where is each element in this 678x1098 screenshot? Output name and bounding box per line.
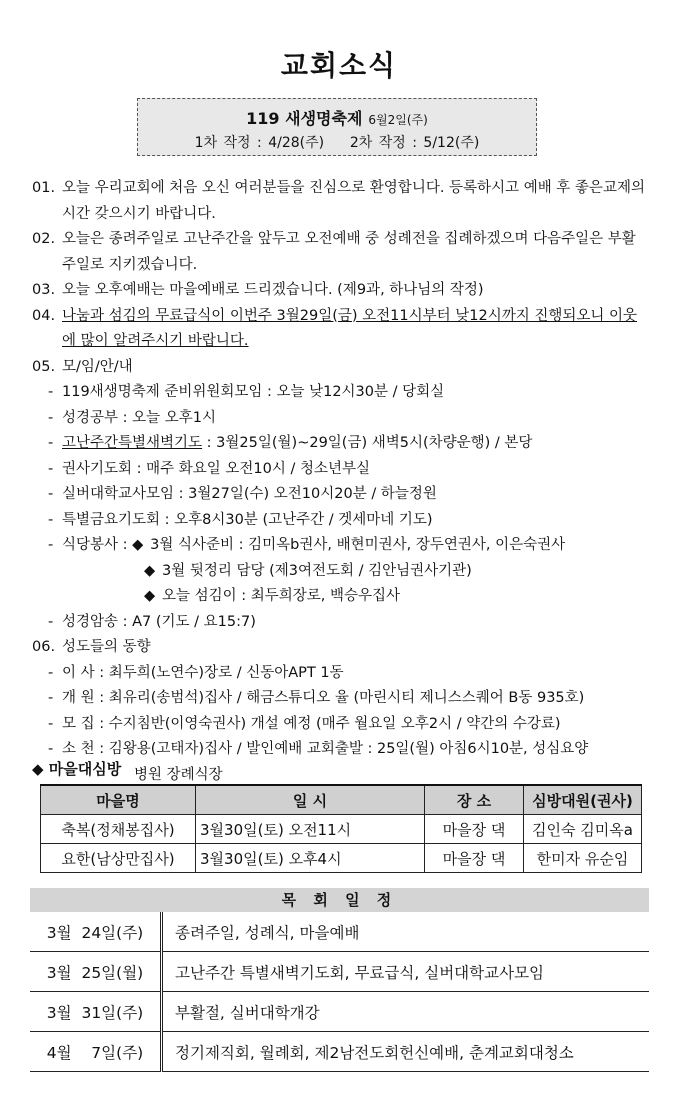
- kitchen-label: 식당봉사 :: [62, 537, 133, 553]
- table-row: [30, 992, 649, 1032]
- news-item-03: [32, 278, 646, 304]
- schedule-date: 3월 25일(월): [30, 952, 162, 992]
- schedule-date: 3월 24일(주): [30, 912, 162, 952]
- schedule-table: [30, 912, 649, 1072]
- kitchen-service-line: ◆ 오늘 섬김이 : 최두희장로, 백승우집사: [48, 584, 646, 610]
- meeting-line: - 실버대학교사모임 : 3월27일(수) 오전10시20분 / 하늘정원: [48, 486, 437, 502]
- diamond-bullet-icon: ◆: [144, 588, 156, 604]
- members-list: [32, 661, 646, 789]
- news-item-01: [32, 176, 646, 227]
- banner-pledge-dates: 1차 작정 : 4/28(주) 2차 작정 : 5/12(주): [194, 135, 480, 151]
- banner-event: 119 새생명축제: [246, 109, 363, 128]
- diamond-bullet-icon: ◆: [144, 562, 156, 579]
- news-item-02: [32, 227, 646, 278]
- meeting-line: - 성경암송 : A7 (기도 / 요15:7): [48, 613, 256, 630]
- news-item-04: [32, 304, 646, 355]
- kitchen-service-line: ◆ 3월 뒷정리 담당 (제3여전도회 / 김안님권사기관): [48, 559, 646, 585]
- col-datetime: 일 시: [196, 785, 425, 815]
- meeting-line: - 특별금요기도회 : 오후8시30분 (고난주간 / 겟세마네 기도): [48, 511, 433, 528]
- member-line: - 이 사 : 최두희(노연수)장로 / 신동아APT 1동: [48, 664, 344, 681]
- kitchen-service: - 식당봉사 : ◆ 3월 식사준비 : 김미옥b권사, 배현미권사, 장두연권사, 이은숙권사: [48, 533, 646, 559]
- festival-banner: [137, 98, 537, 156]
- visit-section-label: ◆ 마을대심방: [32, 760, 122, 778]
- schedule-date: 3월 31일(주): [30, 992, 162, 1032]
- table-row: [30, 952, 649, 992]
- col-village: 마을명: [41, 785, 196, 815]
- meeting-line: - 성경공부 : 오늘 오후1시: [48, 409, 217, 426]
- schedule-date: 4월 7일(주): [30, 1032, 162, 1072]
- table-row: 요한(남상만집사) 3월30일(토) 오후4시 마을장 댁 한미자 유순임: [41, 844, 642, 873]
- page-title: 교회소식: [280, 49, 398, 82]
- schedule-event: 정기제직회, 월례회, 제2남전도회헌신예배, 춘계교회대청소: [162, 1032, 650, 1072]
- item-number: 02.: [32, 231, 56, 247]
- item-number: 01.: [32, 180, 56, 196]
- schedule-title: 목 회 일 정: [30, 888, 649, 912]
- item-number: 06.: [32, 639, 56, 655]
- item-text: 오늘 오후예배는 마을예배로 드리겠습니다. (제9과, 하나님의 작정): [62, 282, 484, 298]
- diamond-bullet-icon: ◆: [132, 537, 144, 553]
- meeting-line: - 권사기도회 : 매주 화요일 오전10시 / 청소년부실: [48, 460, 371, 477]
- item-text: 오늘은 종려주일로 고난주간을 앞두고 오전예배 중 성례전을 집례하겠으며 다음주일은 부활주일로 지키겠습니다.: [62, 231, 636, 273]
- item-text: 나눔과 섬김의 무료급식이 이번주 3월29일(금) 오전11시부터 낮12시까지 진행되오니 이웃에 많이 알려주시기 바랍니다.: [62, 307, 637, 349]
- meeting-line: - 119새생명축제 준비위원회모임 : 오늘 낮12시30분 / 당회실: [48, 384, 445, 400]
- section-title: 모/임/안/내: [62, 358, 133, 375]
- schedule-event: 종려주일, 성례식, 마을예배: [162, 912, 650, 952]
- news-list: [32, 176, 646, 788]
- meetings-list: [32, 380, 646, 635]
- item-number: 03.: [32, 282, 56, 298]
- section-title: 성도들의 동향: [62, 639, 151, 655]
- item-text: 오늘 우리교회에 처음 오신 여러분들을 진심으로 환영합니다. 등록하시고 예배 후 좋은교제의 시간 갖으시기 바랍니다.: [62, 180, 645, 222]
- item-number: 04.: [32, 307, 56, 324]
- col-place: 장 소: [425, 785, 524, 815]
- diamond-bullet-icon: ◆: [32, 760, 49, 778]
- banner-headline: [138, 106, 536, 129]
- schedule-event: 고난주간 특별새벽기도회, 무료급식, 실버대학교사모임: [162, 952, 650, 992]
- visit-header-row: [41, 785, 642, 815]
- meeting-line: - 고난주간특별새벽기도 : 3월25일(월)~29일(금) 새벽5시(차량운행) / 본당: [48, 435, 533, 451]
- prayer-label: 고난주간특별새벽기도: [62, 435, 203, 451]
- table-row: [30, 912, 649, 952]
- schedule-event: 부활절, 실버대학개강: [162, 992, 650, 1032]
- col-visitors: 심방대원(권사): [524, 785, 642, 815]
- member-line: - 소 천 : 김왕용(고태자)집사 / 발인예배 교회출발 : 25일(월) 아침6시10분, 성심요양: [48, 741, 589, 757]
- visit-table: [40, 784, 642, 873]
- prayer-detail: : 3월25일(월)~29일(금) 새벽5시(차량운행) / 본당: [202, 435, 533, 451]
- member-line-cont: 병원 장례식장: [134, 766, 223, 783]
- table-row: 축복(정채봉집사) 3월30일(토) 오전11시 마을장 댁 김인숙 김미옥a: [41, 815, 642, 844]
- section-meetings-heading: [32, 355, 646, 381]
- table-row: [30, 1032, 649, 1072]
- banner-date: 6월2일(주): [368, 113, 428, 127]
- section-members-heading: [32, 635, 646, 661]
- item-number: 05.: [32, 358, 56, 375]
- member-line: - 모 집 : 수지침반(이영숙권사) 개설 예정 (매주 월요일 오후2시 / 약간의 수강료): [48, 715, 561, 732]
- member-line: - 개 원 : 최유리(송범석)집사 / 해금스튜디오 율 (마린시티 제니스스퀘어 B동 935호): [48, 690, 585, 706]
